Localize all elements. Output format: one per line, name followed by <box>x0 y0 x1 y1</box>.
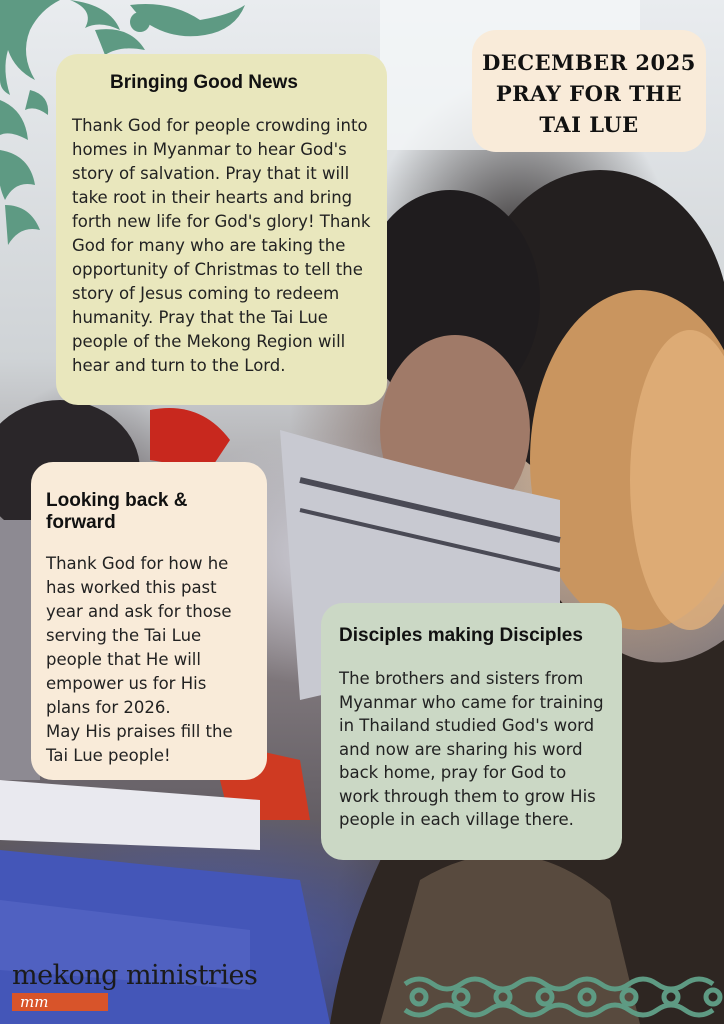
logo-mark-icon <box>12 993 108 1011</box>
logo-name: mekong ministries <box>12 960 258 991</box>
title-box <box>472 30 706 152</box>
logo-mark-text: mm <box>20 993 49 1011</box>
looking-back-forward-card <box>31 462 267 780</box>
disciples-making-disciples-body: The brothers and sisters from Myanmar who came for training in Thailand studied God's word and now are sharing his word back home, pray for God to work through them to grow His people in each village there. <box>339 669 604 829</box>
looking-back-forward-body: Thank God for how he has worked this past year and ask for those serving the Tai Lue people that He will empower us for His plans for 2026. May His praises fill the Tai Lue people! <box>46 554 233 765</box>
title-line-1: DECEMBER 2025 <box>482 50 696 75</box>
disciples-making-disciples-heading: Disciples making Disciples <box>339 625 583 646</box>
bringing-good-news-heading: Bringing Good News <box>110 72 298 93</box>
bringing-good-news-body: Thank God for people crowding into homes in Myanmar to hear God's story of salvation. Pray that it will take root in their hearts and bring forth new life for God's glory! Thank God for many who are taking the opportunity of Christmas to tell the story of Jesus coming to redeem humanity. Pray that the Tai Lue people of the Mekong Region will hear and turn to the Lord. <box>72 116 371 375</box>
disciples-making-disciples-card <box>321 603 622 860</box>
mekong-ministries-logo <box>10 960 258 1014</box>
bringing-good-news-card <box>56 54 387 405</box>
title-line-3: TAI LUE <box>539 112 639 137</box>
title-line-2: PRAY FOR THE <box>495 81 683 106</box>
knot-pattern-border-icon <box>400 970 724 1024</box>
looking-back-forward-heading: Looking back & forward <box>46 490 188 533</box>
